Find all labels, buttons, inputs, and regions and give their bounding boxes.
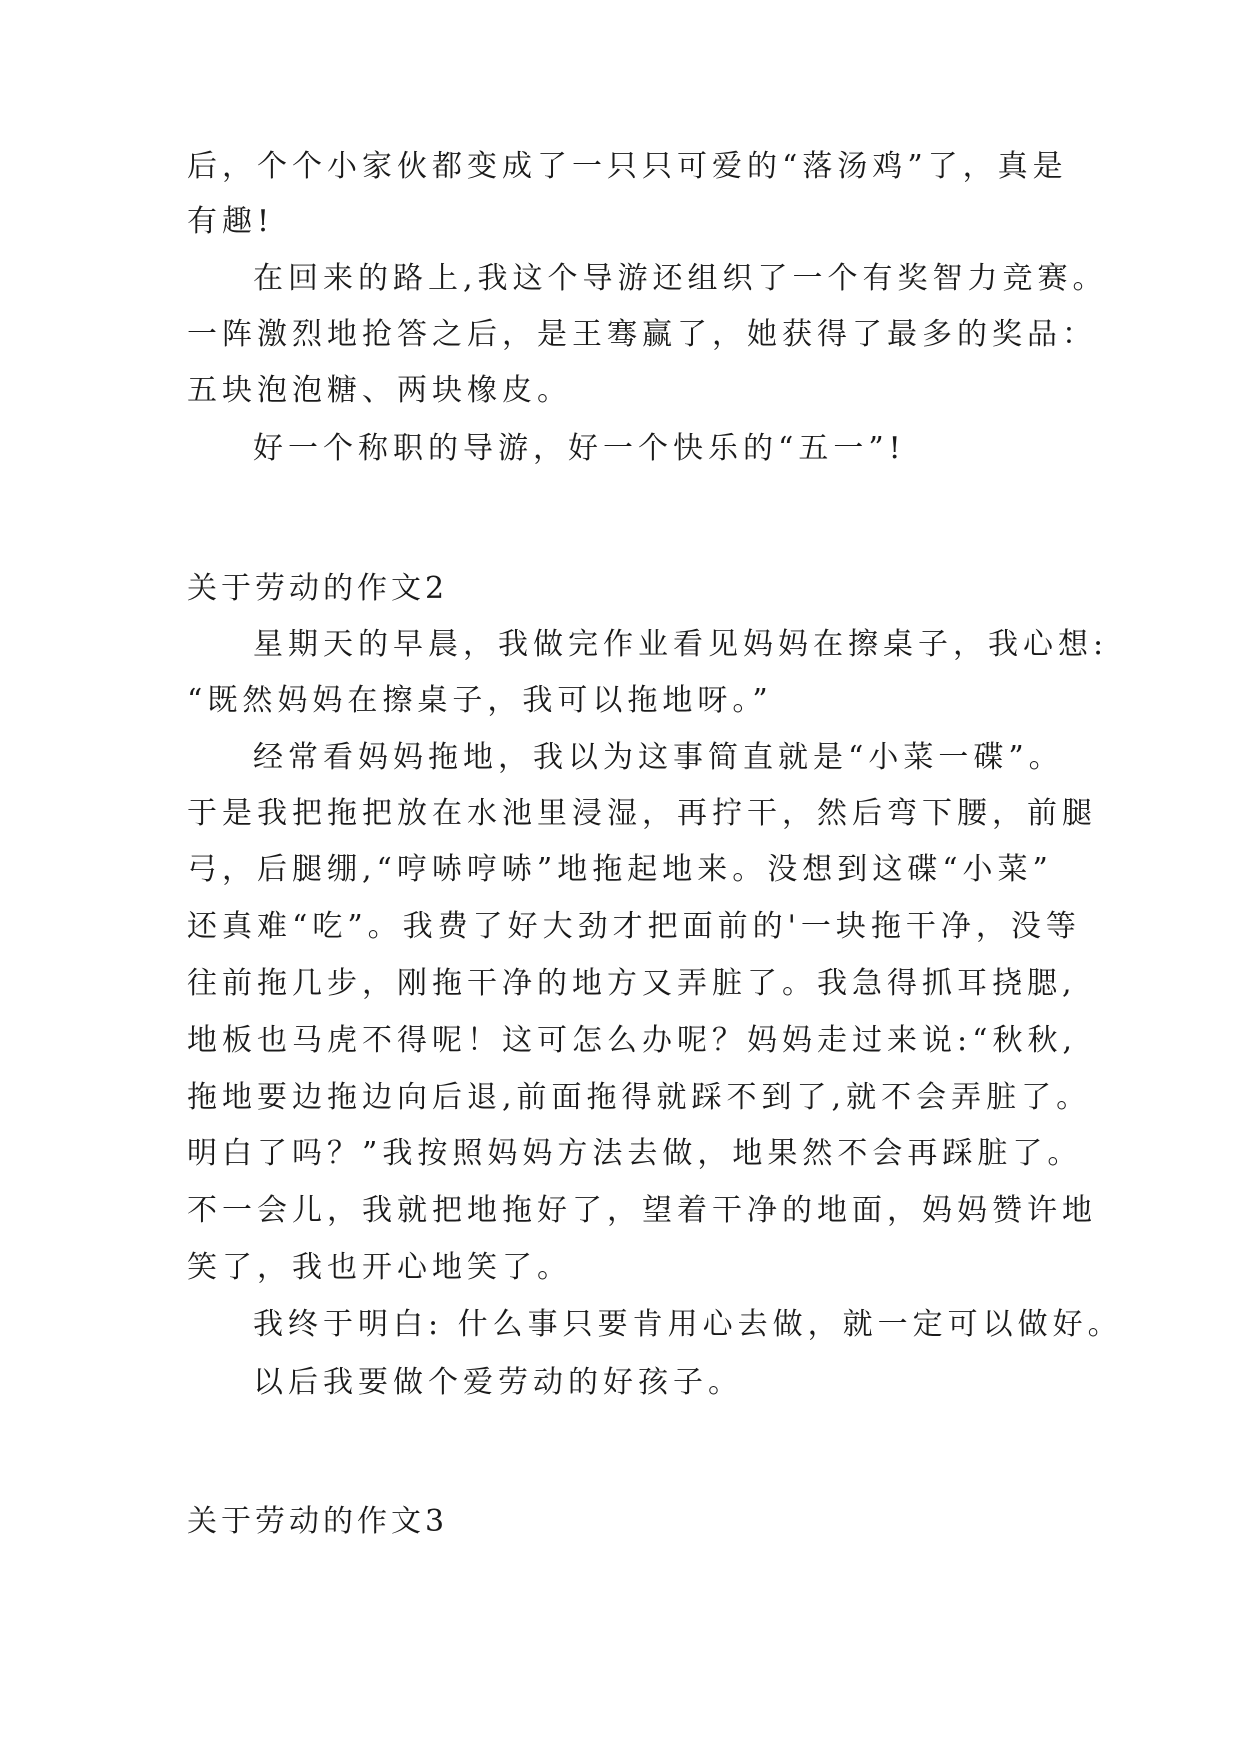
section-title: 关于劳动的作文3 (187, 1504, 449, 1539)
paragraph-line: 往前拖几步，刚拖干净的地方又弄脏了。我急得抓耳挠腮, (187, 966, 1077, 1001)
paragraph-line: “既然妈妈在擦桌子，我可以拖地呀。” (187, 683, 773, 718)
paragraph-line: 一阵激烈地抢答之后，是王骞赢了，她获得了最多的奖品： (187, 317, 1097, 352)
paragraph-line: 于是我把拖把放在水池里浸湿，再拧干，然后弯下腰，前腿 (187, 796, 1097, 831)
paragraph-line: 明白了吗？”我按照妈妈方法去做，地果然不会再踩脏了。 (187, 1136, 1083, 1171)
paragraph-line: 好一个称职的导游，好一个快乐的“五一”! (253, 431, 906, 466)
paragraph-line: 经常看妈妈拖地，我以为这事简直就是“小菜一碟”。 (253, 740, 1064, 775)
paragraph-line: 笑了，我也开心地笑了。 (187, 1250, 572, 1285)
paragraph-line: 弓，后腿绷,“哼哧哼哧”地拖起地来。没想到这碟“小菜” (187, 852, 1053, 887)
paragraph-line: 有趣! (187, 204, 275, 239)
paragraph-line: 还真难“吃”。我费了好大劲才把面前的'一块拖干净，没等 (187, 909, 1081, 944)
paragraph-line: 在回来的路上,我这个导游还组织了一个有奖智力竞赛。 (253, 261, 1108, 296)
paragraph-line: 我终于明白: 什么事只要肯用心去做，就一定可以做好。 (253, 1307, 1123, 1342)
paragraph-line: 五块泡泡糖、两块橡皮。 (187, 373, 572, 408)
paragraph-line: 后，个个小家伙都变成了一只只可爱的“落汤鸡”了，真是 (187, 149, 1068, 184)
paragraph-line: 地板也马虎不得呢！这可怎么办呢？妈妈走过来说:“秋秋, (187, 1023, 1077, 1058)
paragraph-line: 拖地要边拖边向后退,前面拖得就踩不到了,就不会弄脏了。 (187, 1080, 1092, 1115)
paragraph-line: 以后我要做个爱劳动的好孩子。 (253, 1365, 743, 1400)
section-title: 关于劳动的作文2 (187, 571, 449, 606)
paragraph-line: 星期天的早晨，我做完作业看见妈妈在擦桌子，我心想: (253, 627, 1109, 662)
paragraph-line: 不一会儿，我就把地拖好了，望着干净的地面，妈妈赞许地 (187, 1193, 1097, 1228)
